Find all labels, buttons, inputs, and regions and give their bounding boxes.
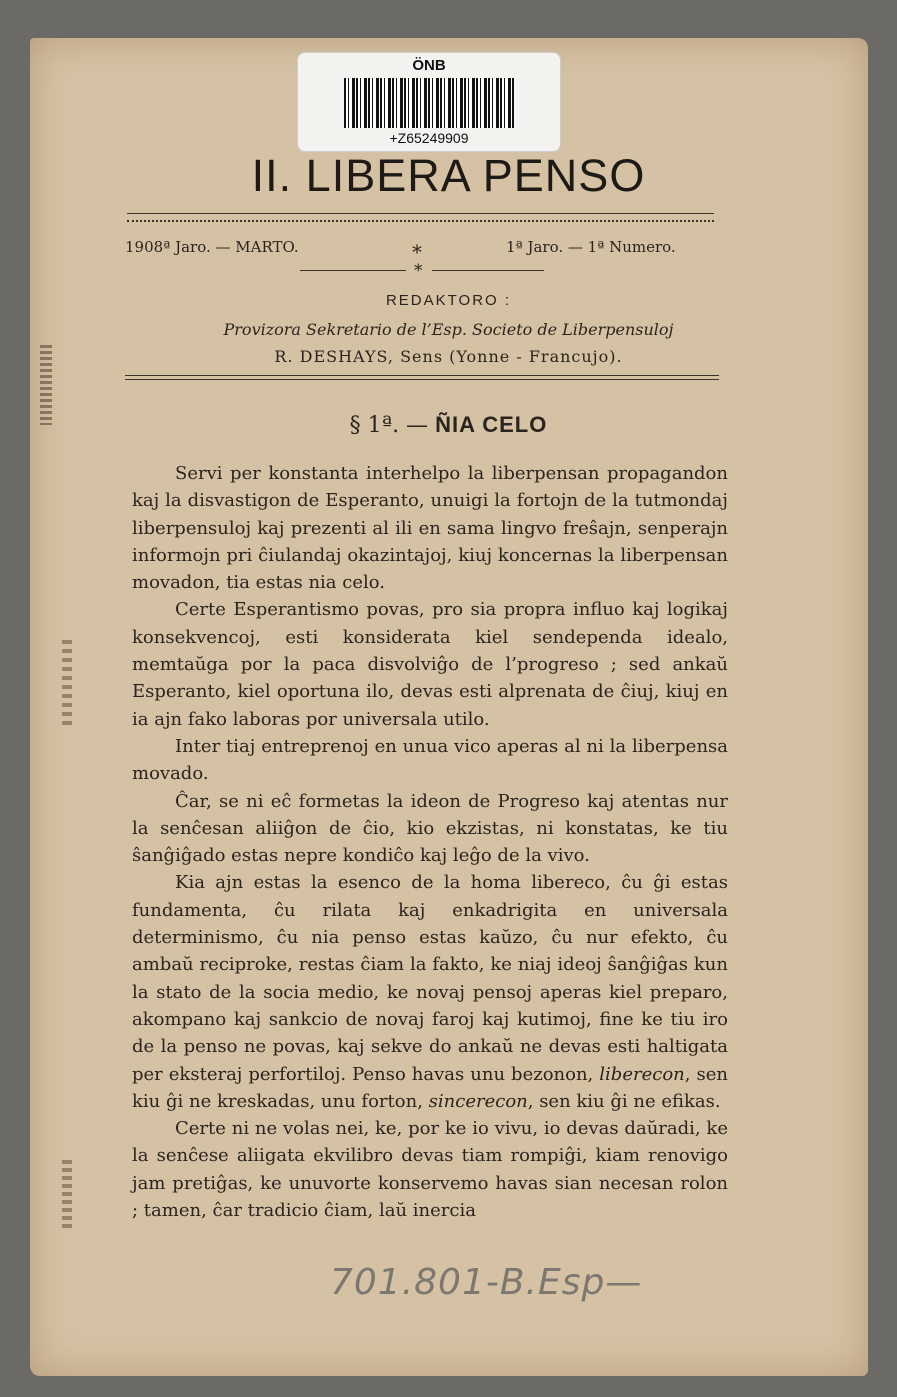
title-rule bbox=[127, 213, 714, 222]
paragraph-text: Kia ajn estas la esenco de la homa libereco, ĉu ĝi estas fundamenta, ĉu rilata kaj enkadrigita en universala determinismo, ĉu nia penso estas kaŭzo, ĉu nur efekto, ĉu ambaŭ reciproke, restas ĉiam la fakto, ke niaj ideoj ŝanĝiĝas kun la stato de la socia medio, ke novaj pensoj aperas kiel preparo, akompano kaj sankcio de novaj faroj kaj kutimoj, fine ke tiu iro de la penso ne povas, kaj sekve do ankaŭ ne devas esti haltigata per eksteraj perfortiloj. Penso havas unu bezonon, bbox=[132, 872, 728, 1085]
library-name: ÖNB bbox=[412, 57, 446, 74]
barcode-image bbox=[344, 78, 514, 128]
paragraph: Certe ni ne volas nei, ke, por ke io vivu, io devas daŭradi, ke la senĉese aliigata ekvilibro devas tiam rompiĝi, kiam renovigo jam pretiĝas, ke unuvorte konservemo havas sian necesan rolon ; tamen, ĉar tradicio ĉiam, laŭ inercia bbox=[132, 1118, 728, 1222]
publication-title: II. LIBERA PENSO bbox=[251, 150, 646, 201]
margin-stain bbox=[40, 345, 52, 425]
paragraph-text: , sen kiu ĝi ne kreskadas, unu forton, bbox=[132, 1063, 728, 1112]
margin-stain bbox=[62, 1160, 72, 1230]
masthead-ornament: * bbox=[412, 240, 422, 264]
separator-ornament: * bbox=[414, 261, 423, 281]
emphasis-text: sincerecon bbox=[428, 1090, 528, 1112]
paragraph bbox=[132, 869, 728, 1115]
paragraph: Inter tiaj entreprenoj en unua vico aperas al ni la liberpensa movado. bbox=[132, 735, 728, 785]
issue-number: 1ª Jaro. — 1ª Numero. bbox=[506, 238, 676, 256]
header-double-rule bbox=[125, 375, 719, 380]
section-number: § 1ª. — bbox=[349, 413, 429, 438]
separator-left bbox=[300, 270, 406, 271]
paragraph: Certe Esperantismo povas, pro sia propra influo kaj logikaj konsekvencoj, esti konsiderata kiel sendependa idealo, memtaŭga por la paca disvolviĝo de l’progreso ; sed ankaŭ Esperanto, kiel oportuna ilo, devas esti alprenata de ĉiuj, kiuj en ia ajn fako laboras por universala utilo. bbox=[132, 599, 728, 730]
paragraph: Servi per konstanta interhelpo la liberpensan propagandon kaj la disvastigon de Esperanto, unuigi la fortojn de la tutmondaj liberpensuloj kaj prezenti al ili en sama lingvo freŝajn, senperajn informojn pri ĉiulandaj okazintajoj, kiuj koncernas la liberpensan movadon, tia estas nia celo. bbox=[132, 463, 728, 594]
emphasis-text: liberecon bbox=[599, 1063, 685, 1085]
section-title: ÑIA CELO bbox=[435, 412, 548, 437]
issue-date: 1908ª Jaro. — MARTO. bbox=[125, 238, 299, 256]
separator-right bbox=[432, 270, 544, 271]
paragraph: Ĉar, se ni eĉ formetas la ideon de Progreso kaj atentas nur la senĉesan aliiĝon de ĉio, kio ekzistas, ni konstatas, ke tiu ŝanĝiĝado estas nepre kondiĉo kaj leĝo de la vivo. bbox=[132, 790, 728, 867]
library-barcode-label bbox=[297, 52, 561, 152]
editor-role: Provizora Sekretario de l’Esp. Societo de Liberpensuloj bbox=[223, 320, 674, 339]
barcode-number: +Z65249909 bbox=[389, 130, 469, 146]
article-body bbox=[132, 460, 728, 1224]
margin-stain bbox=[62, 640, 72, 730]
paragraph-text: , sen kiu ĝi ne efikas. bbox=[527, 1090, 721, 1112]
editor-name: R. DESHAYS, Sens (Yonne - Francujo). bbox=[274, 347, 623, 366]
handwritten-shelfmark: 701.801-B.Esp— bbox=[330, 1262, 643, 1303]
section-heading bbox=[0, 412, 897, 438]
editor-label: REDAKTORO : bbox=[385, 292, 512, 309]
